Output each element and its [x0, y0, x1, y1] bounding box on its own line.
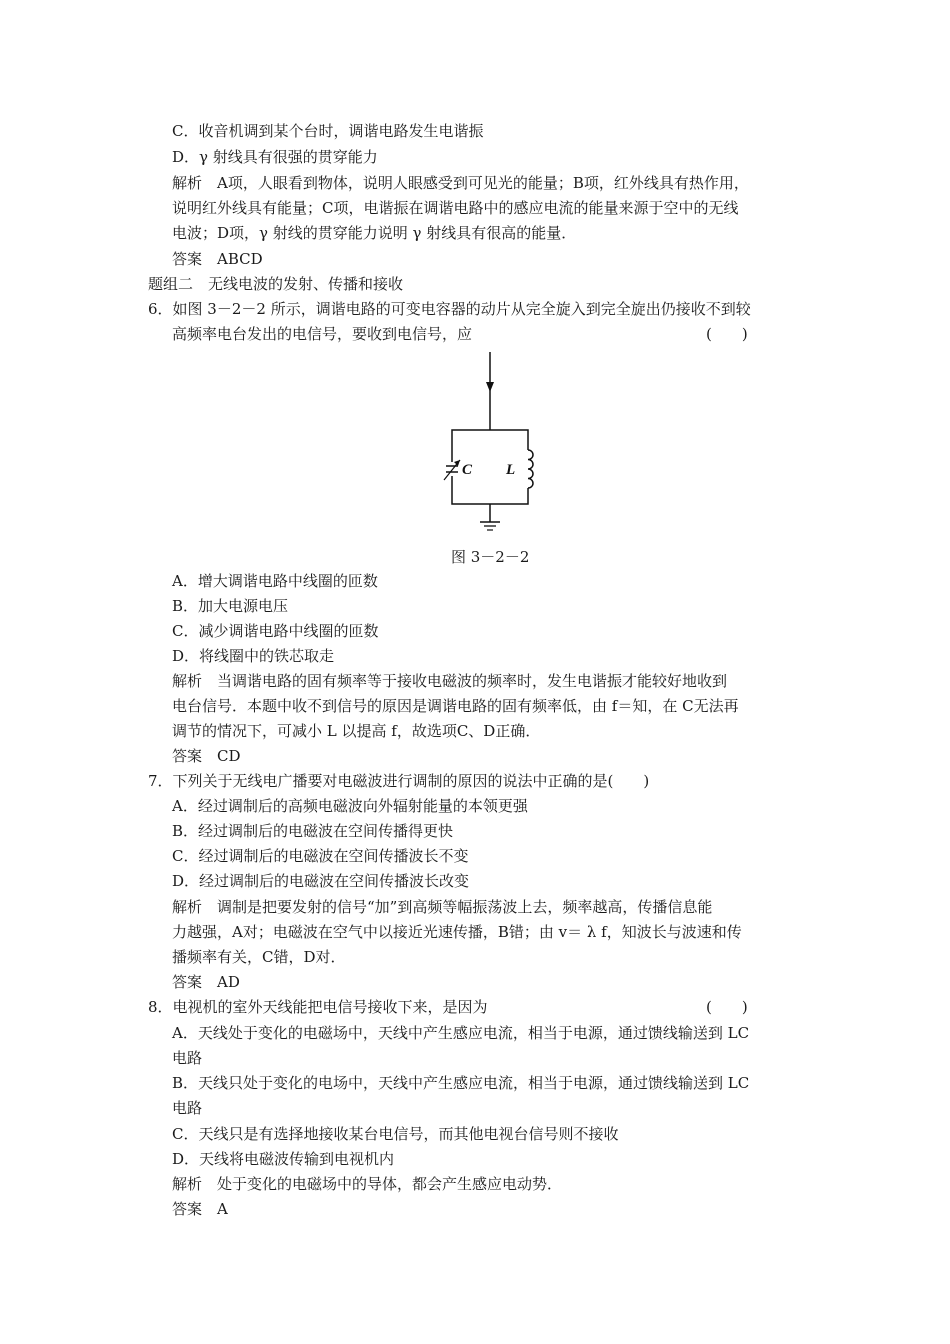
- q6-answer-blank: ( ): [706, 325, 748, 343]
- q7-answer: 答案 AD: [172, 973, 240, 991]
- q8-analysis: 解析 处于变化的电磁场中的导体，都会产生感应电动势．: [172, 1175, 563, 1193]
- q6-analysis-line3: 调节的情况下，可减小 L 以提高 f，故选项C、D正确．: [172, 722, 541, 740]
- q8-answer: 答案 A: [172, 1200, 228, 1218]
- signal-arrow-icon: [486, 382, 494, 392]
- q7-option-a: A．经过调制后的高频电磁波向外辐射能量的本领更强: [172, 797, 528, 815]
- q6-option-d: D．将线圈中的铁芯取走: [172, 647, 335, 665]
- q5-answer: 答案 ABCD: [172, 250, 263, 268]
- q6-analysis-line1: 解析 当调谐电路的固有频率等于接收电磁波的频率时，发生电谐振才能较好地收到: [172, 672, 728, 690]
- q5-analysis-line1: 解析 A项，人眼看到物体，说明人眼感受到可见光的能量；B项，红外线具有热作用，: [172, 174, 749, 192]
- q6-option-b: B．加大电源电压: [172, 597, 289, 615]
- capacitor-label: C: [462, 462, 473, 478]
- q6-stem-line1: 6．如图 3－2－2 所示，调谐电路的可变电容器的动片从完全旋入到完全旋出仍接收不到较: [148, 300, 751, 318]
- q6-option-c: C．减少调谐电路中线圈的匝数: [172, 622, 379, 640]
- q5-option-d: D．γ 射线具有很强的贯穿能力: [172, 148, 378, 166]
- q8-option-c: C．天线只是有选择地接收某台电信号，而其他电视台信号则不接收: [172, 1125, 619, 1143]
- q7-stem: 7．下列关于无线电广播要对电磁波进行调制的原因的说法中正确的是( ): [148, 772, 650, 790]
- q6-option-a: A．增大调谐电路中线圈的匝数: [172, 572, 378, 590]
- q8-option-a-line2: 电路: [172, 1049, 203, 1067]
- q7-analysis-line2: 力越强，A对；电磁波在空气中以接近光速传播，B错；由 v＝ λ f，知波长与波速和传: [172, 923, 742, 941]
- q6-answer: 答案 CD: [172, 747, 241, 765]
- q7-analysis-line3: 播频率有关，C错，D对．: [172, 948, 346, 966]
- lc-circuit-diagram: [440, 352, 550, 532]
- q7-analysis-line1: 解析 调制是把要发射的信号“加”到高频等幅振荡波上去，频率越高，传播信息能: [172, 898, 713, 916]
- q7-option-b: B．经过调制后的电磁波在空间传播得更快: [172, 822, 454, 840]
- q8-answer-blank: ( ): [706, 998, 748, 1016]
- q8-stem: 8．电视机的室外天线能把电信号接收下来，是因为: [148, 998, 488, 1016]
- q6-analysis-line2: 电台信号．本题中收不到信号的原因是调谐电路的固有频率低，由 f＝知，在 C无法再: [172, 697, 739, 715]
- figure-caption: 图 3－2－2: [451, 548, 530, 566]
- q8-option-b-line2: 电路: [172, 1099, 203, 1117]
- q8-option-a-line1: A．天线处于变化的电磁场中，天线中产生感应电流，相当于电源，通过馈线输送到 LC: [172, 1024, 750, 1042]
- q8-option-b-line1: B．天线只处于变化的电场中，天线中产生感应电流，相当于电源，通过馈线输送到 LC: [172, 1074, 750, 1092]
- group-heading: 题组二 无线电波的发射、传播和接收: [148, 275, 404, 293]
- q7-option-d: D．经过调制后的电磁波在空间传播波长改变: [172, 872, 470, 890]
- q7-option-c: C．经过调制后的电磁波在空间传播波长不变: [172, 847, 469, 865]
- inductor-label: L: [506, 462, 516, 478]
- q5-option-c: C．收音机调到某个台时，调谐电路发生电谐振: [172, 122, 484, 140]
- q8-option-d: D．天线将电磁波传输到电视机内: [172, 1150, 395, 1168]
- q5-analysis-line2: 说明红外线具有能量；C项，电谐振在调谐电路中的感应电流的能量来源于空中的无线: [172, 199, 739, 217]
- q5-analysis-line3: 电波；D项，γ 射线的贯穿能力说明 γ 射线具有很高的能量．: [172, 224, 577, 242]
- q6-stem-line2: 高频率电台发出的电信号，要收到电信号，应: [172, 325, 473, 343]
